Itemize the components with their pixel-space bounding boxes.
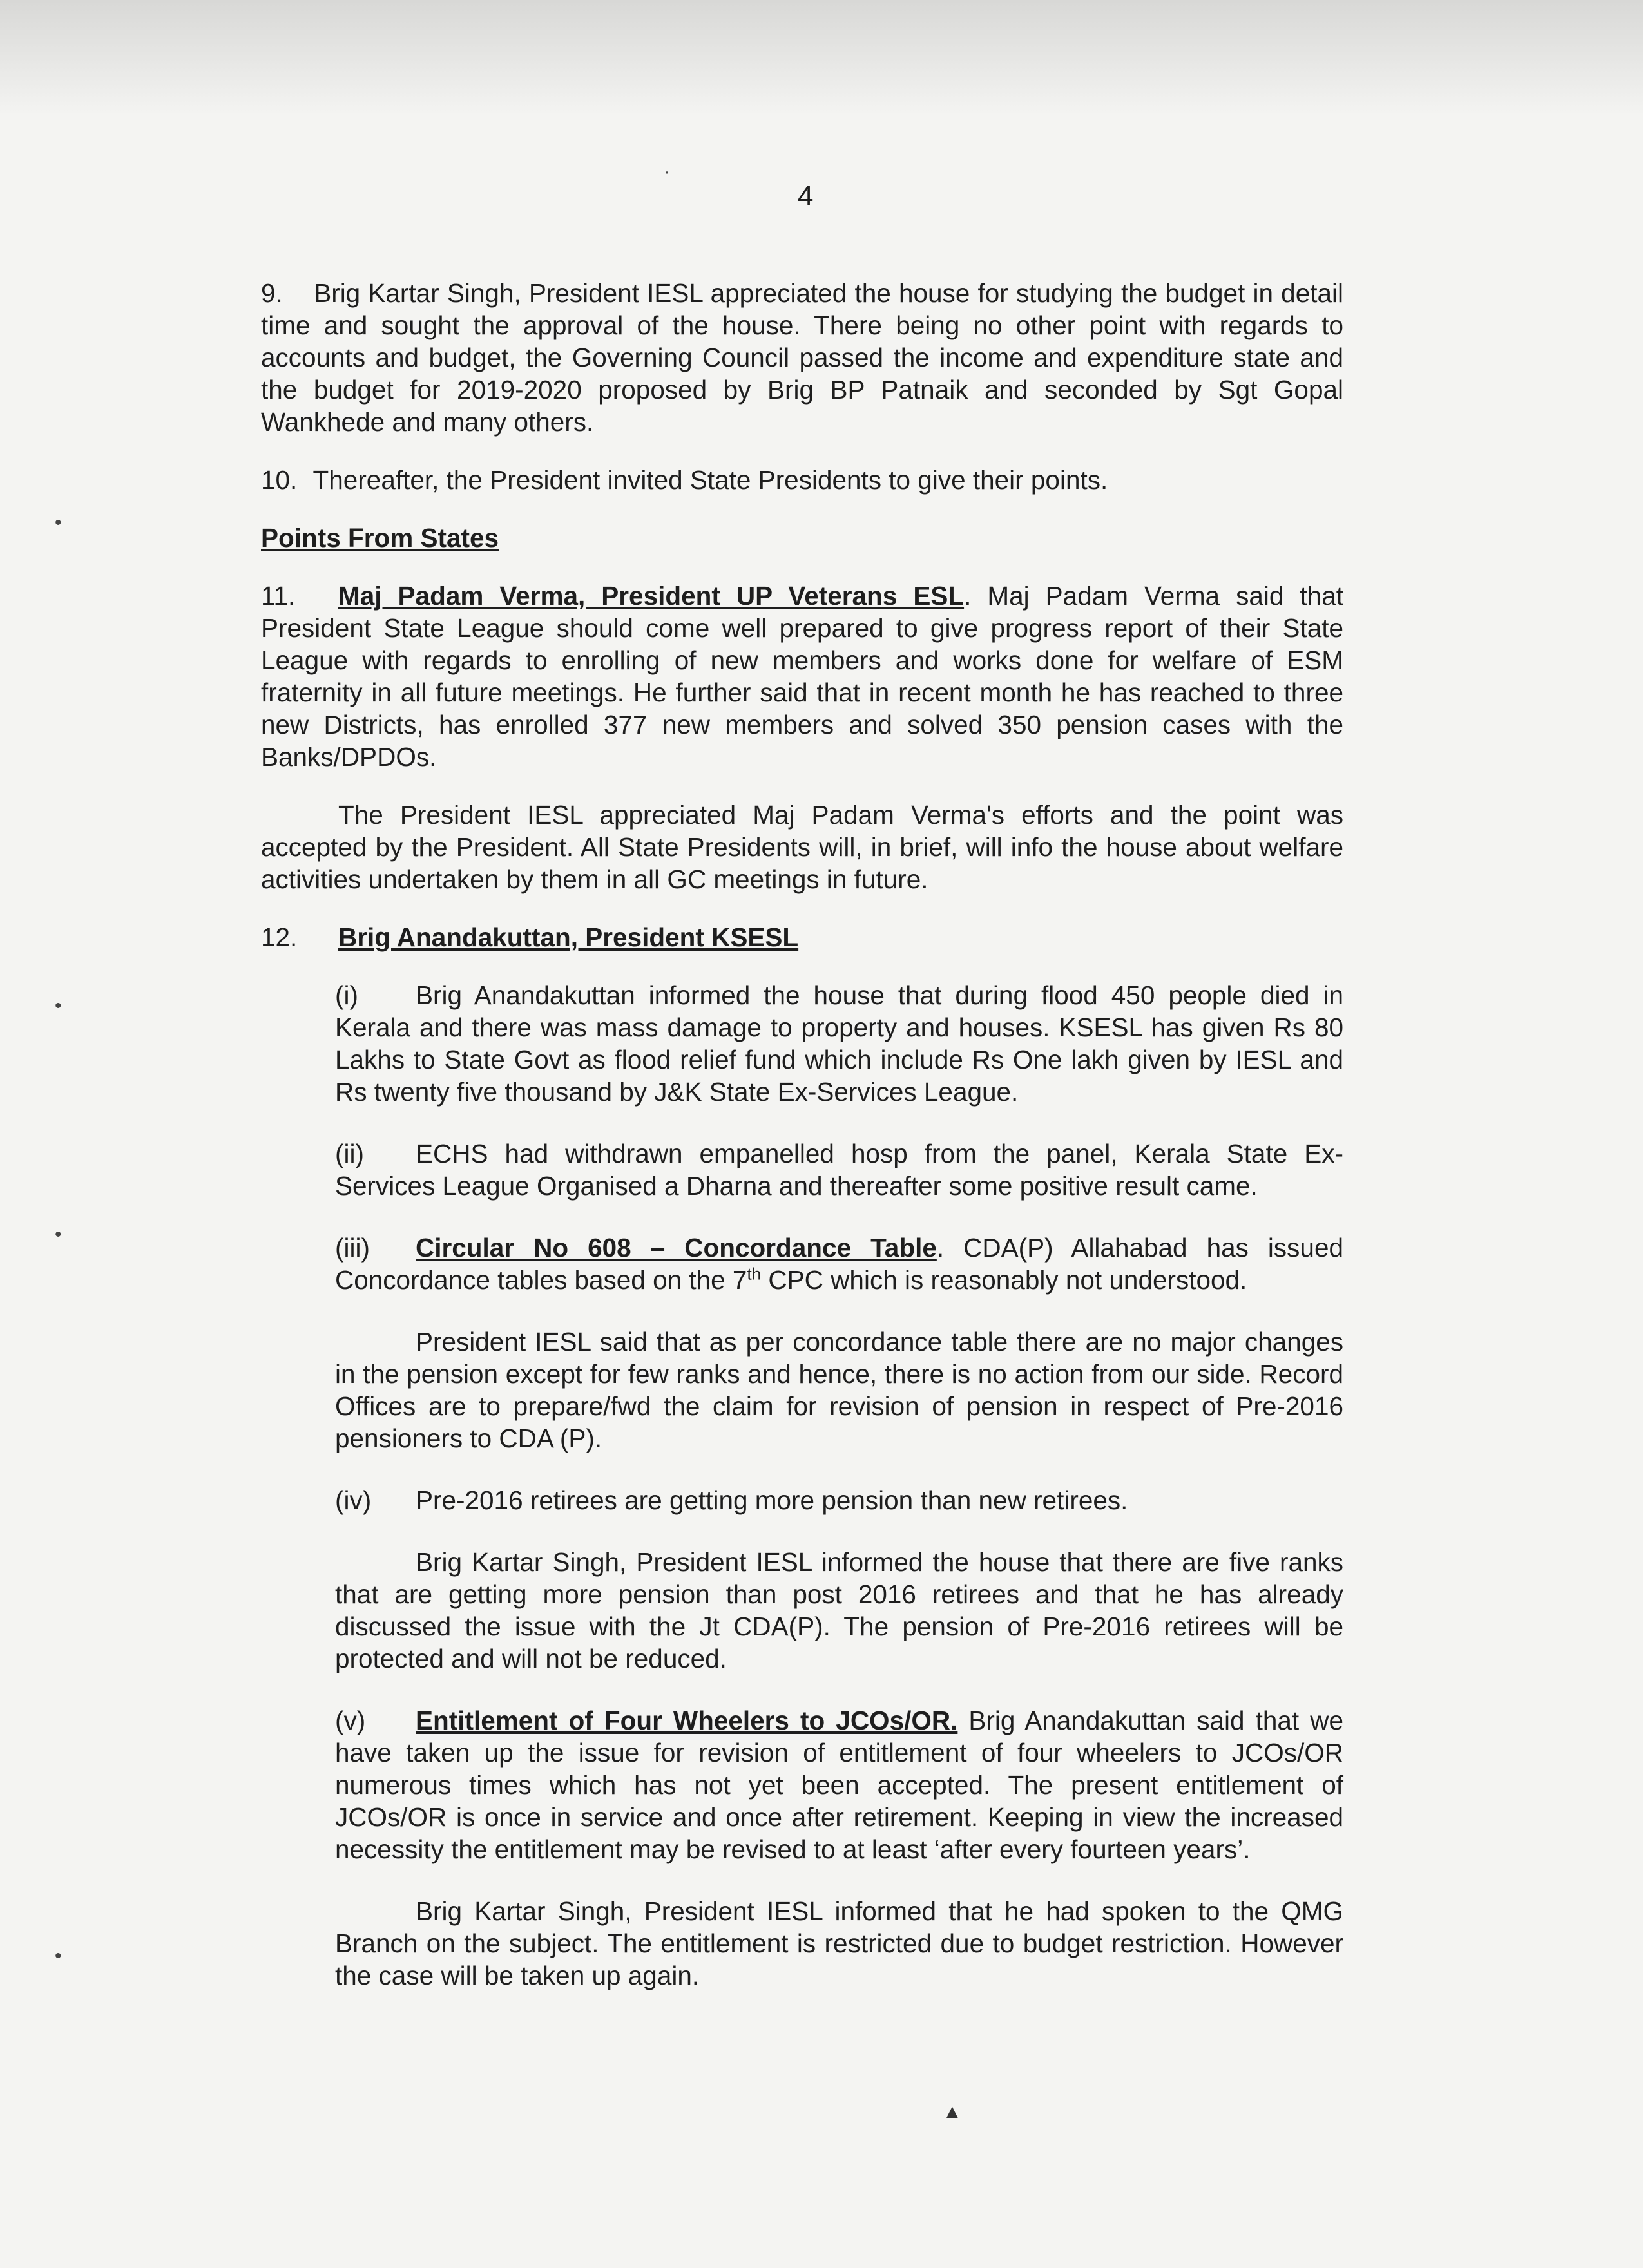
sub-item-v-follow: Brig Kartar Singh, President IESL informed that he had spoken to the QMG Branch on the subject. The entitlement is restricted due to budget restriction. However the case will be taken up again. — [335, 1896, 1343, 1990]
paragraph-text: Thereafter, the President invited State Presidents to give their points. — [312, 465, 1108, 495]
paragraph-number: 10. — [261, 465, 298, 495]
sub-item-text: . CDA(P) Allahabad has issued Concordance tables based on the 7 — [335, 1233, 1344, 1295]
scan-mark: ▲ — [943, 2101, 962, 2122]
scan-shadow — [0, 0, 1643, 116]
sub-item-text: Brig Anandakuttan said that we have taken up the issue for revision of entitlement of four wheelers to JCOs/OR numerous times which has not yet been accepted. The present entitlement of JCOs/OR is once in service and once after retirement. Keeping in view the increased necessity the entitlement may be revised to at least ‘after every fourteen years’. — [335, 1706, 1343, 1864]
sub-item-iv — [261, 1484, 1343, 1516]
scan-speck: • — [55, 1945, 62, 1967]
sub-item-iii-follow: President IESL said that as per concordance table there are no major changes in the pension except for few ranks and hence, there is no action from our side. Record Offices are to prepare/fwd the claim for revision of pension in respect of Pre-2016 pensioners to CDA (P). — [335, 1327, 1343, 1453]
paragraph-text: Brig Kartar Singh, President IESL appreciated the house for studying the budget in detail time and sought the approval of the house. There being no other point with regards to accounts and budget, the Governing Council passed the income and expenditure state and the budget for 2019-2020 proposed by Brig BP Patnaik and seconded by Sgt Gopal Wankhede and many others. — [261, 278, 1343, 437]
sub-item-text: Pre-2016 retirees are getting more pension than new retirees. — [416, 1485, 1128, 1515]
sub-item-label: (iv) — [335, 1485, 372, 1515]
paragraph-number: 9. — [261, 278, 283, 308]
sub-item-ii — [261, 1138, 1343, 1202]
sub-item-iii — [261, 1232, 1343, 1296]
sub-item-iv-follow: Brig Kartar Singh, President IESL informed the house that there are five ranks that are getting more pension than post 2016 retirees and that he has already discussed the issue with the Jt CDA(P). The pension of Pre-2016 retirees will be protected and will not be reduced. — [335, 1547, 1343, 1673]
document-body — [261, 277, 1343, 2021]
sub-item-label: (i) — [335, 980, 358, 1010]
scan-speck: · — [664, 161, 670, 182]
page-number: 4 — [798, 180, 814, 212]
section-heading: Points From States — [261, 523, 499, 553]
paragraph-11 — [261, 580, 1343, 773]
superscript: th — [747, 1264, 762, 1284]
sub-item-text: Brig Anandakuttan informed the house that during flood 450 people died in Kerala and there was mass damage to property and houses. KSESL has given Rs 80 Lakhs to State Govt as flood relief fund which include Rs One lakh given by IESL and Rs twenty five thousand by J&K State Ex-Services League. — [335, 980, 1343, 1107]
sub-item-i — [261, 979, 1343, 1108]
scan-speck: • — [55, 512, 62, 533]
scan-speck: • — [55, 995, 62, 1016]
paragraph-text: . Maj Padam Verma said that President State League should come well prepared to give progress report of their State League with regards to enrolling of new members and works done for welfare of ESM fraternity in all future meetings. He further said that in recent month he has reached to three new Districts, has enrolled 377 new members and solved 350 pension cases with the Banks/DPDOs. — [261, 581, 1343, 772]
sub-item-heading: Entitlement of Four Wheelers to JCOs/OR. — [416, 1706, 958, 1735]
scan-speck: • — [55, 1224, 62, 1245]
paragraph-10 — [261, 464, 1343, 496]
paragraph-heading: Brig Anandakuttan, President KSESL — [338, 922, 799, 952]
sub-item-v — [261, 1704, 1343, 1865]
paragraph-number: 11. — [261, 581, 296, 611]
paragraph-heading: Maj Padam Verma, President UP Veterans ESL — [338, 581, 965, 611]
paragraph-11-follow: The President IESL appreciated Maj Padam Verma's efforts and the point was accepted by the President. All State Presidents will, in brief, will info the house about welfare activities undertaken by them in all GC meetings in future. — [261, 800, 1343, 894]
sub-item-label: (v) — [335, 1706, 366, 1735]
sub-item-heading: Circular No 608 – Concordance Table — [416, 1233, 937, 1263]
paragraph-number: 12. — [261, 922, 298, 952]
sub-item-label: (ii) — [335, 1139, 364, 1168]
sub-item-text: ECHS had withdrawn empanelled hosp from the panel, Kerala State Ex-Services League Organised a Dharna and thereafter some positive result came. — [335, 1139, 1343, 1201]
sub-item-text: CPC which is reasonably not understood. — [761, 1265, 1247, 1295]
sub-item-label: (iii) — [335, 1233, 370, 1263]
paragraph-9 — [261, 277, 1343, 438]
paragraph-12 — [261, 921, 1343, 953]
